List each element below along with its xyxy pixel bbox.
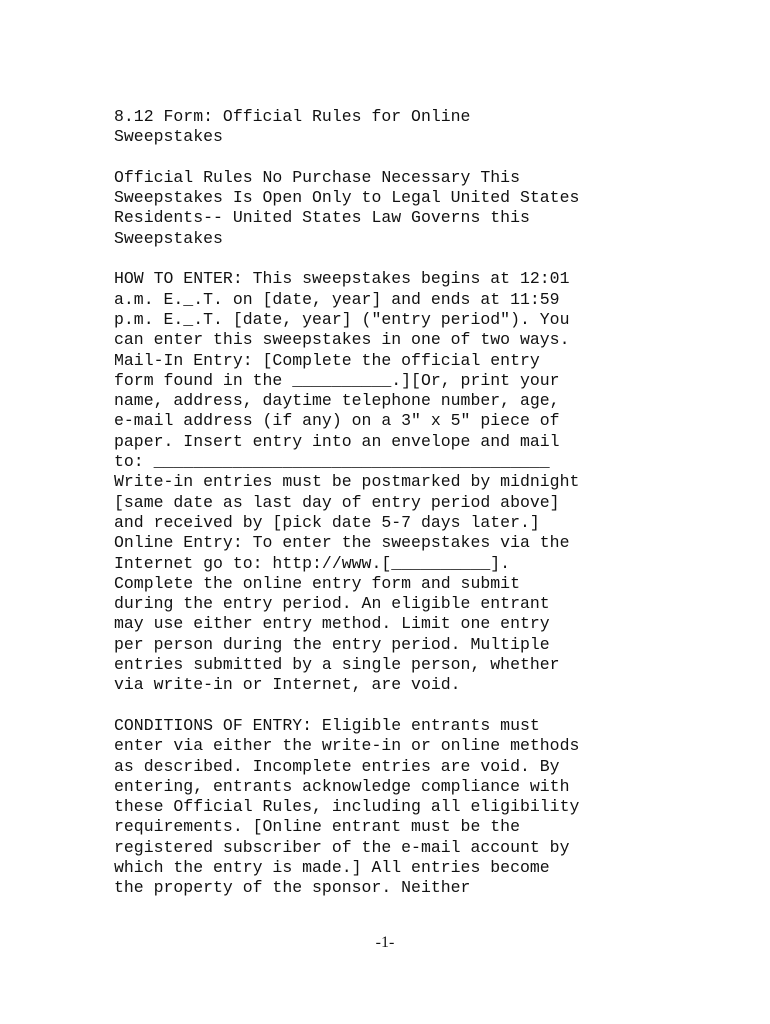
body-line: registered subscriber of the e-mail account by [114, 837, 570, 857]
body-line: entries submitted by a single person, whether [114, 655, 560, 675]
heading-line: Sweepstakes Is Open Only to Legal United States [114, 188, 580, 208]
body-line: these Official Rules, including all eligibility [114, 797, 580, 817]
body-line: CONDITIONS OF ENTRY: Eligible entrants must [114, 715, 540, 735]
body-line: name, address, daytime telephone number, age, [114, 391, 560, 411]
title-line: 8.12 Form: Official Rules for Online [114, 107, 471, 126]
title-line: Sweepstakes [114, 127, 223, 147]
body-line: Write-in entries must be postmarked by midnight [114, 472, 580, 492]
conditions-of-entry-section [114, 716, 674, 899]
page-number: -1- [375, 934, 395, 951]
paragraph-spacer [114, 148, 674, 168]
paragraph-spacer [114, 696, 674, 716]
body-line: Online Entry: To enter the sweepstakes via the [114, 533, 570, 553]
body-line: during the entry period. An eligible entrant [114, 594, 550, 614]
how-to-enter-section [114, 269, 674, 695]
body-line: a.m. E._.T. on [date, year] and ends at 11:59 [114, 289, 560, 309]
body-line: entering, entrants acknowledge compliance with [114, 776, 570, 796]
body-line: to: ________________________________________ [114, 452, 550, 472]
heading-line: Official Rules No Purchase Necessary This [114, 167, 520, 187]
body-line: HOW TO ENTER: This sweepstakes begins at 12:01 [114, 269, 570, 289]
body-line: Mail-In Entry: [Complete the official entry [114, 350, 540, 370]
rules-heading [114, 168, 674, 249]
document-body [114, 107, 674, 899]
document-title [114, 107, 674, 148]
body-line: requirements. [Online entrant must be the [114, 817, 520, 837]
heading-line: Sweepstakes [114, 228, 223, 248]
body-line: per person during the entry period. Multiple [114, 634, 550, 654]
paragraph-spacer [114, 249, 674, 269]
body-line: as described. Incomplete entries are void. By [114, 756, 560, 776]
body-line: can enter this sweepstakes in one of two ways. [114, 330, 570, 350]
body-line: [same date as last day of entry period above] [114, 492, 560, 512]
body-line: Internet go to: http://www.[__________]. [114, 553, 511, 573]
body-line: which the entry is made.] All entries become [114, 857, 550, 877]
body-line: the property of the sponsor. Neither [114, 878, 471, 898]
body-line: Complete the online entry form and submit [114, 573, 520, 593]
body-line: paper. Insert entry into an envelope and mail [114, 431, 560, 451]
body-line: e-mail address (if any) on a 3" x 5" piece of [114, 411, 560, 431]
body-line: via write-in or Internet, are void. [114, 675, 461, 695]
body-line: p.m. E._.T. [date, year] ("entry period"). You [114, 309, 570, 329]
body-line: enter via either the write-in or online methods [114, 736, 580, 756]
body-line: may use either entry method. Limit one entry [114, 614, 550, 634]
heading-line: Residents-- United States Law Governs this [114, 208, 530, 228]
body-line: form found in the __________.][Or, print your [114, 370, 560, 390]
body-line: and received by [pick date 5-7 days later.] [114, 512, 540, 532]
